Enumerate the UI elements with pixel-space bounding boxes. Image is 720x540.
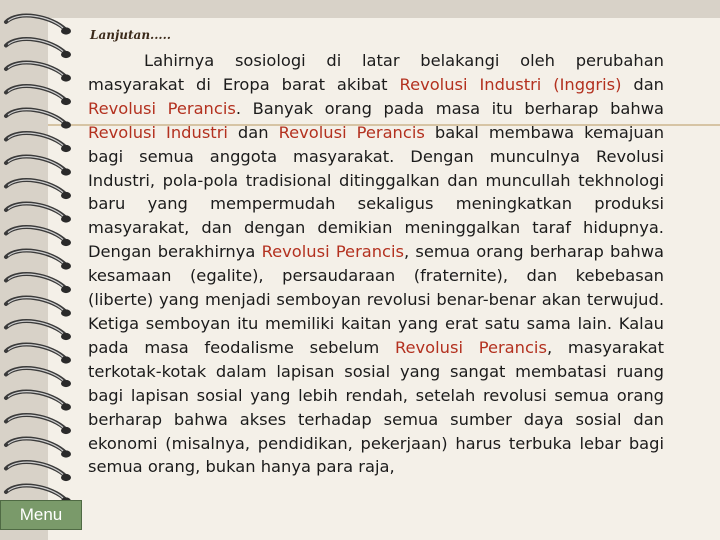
paragraph-text: dan	[227, 122, 279, 142]
binding-ring	[6, 63, 71, 82]
binding-ring	[6, 439, 71, 458]
binding-ring	[6, 415, 71, 434]
slide-heading: Lanjutan.....	[90, 28, 171, 42]
body-paragraph	[88, 49, 664, 479]
highlighted-term: Revolusi Perancis	[261, 242, 405, 262]
binding-ring	[6, 157, 71, 176]
binding-ring	[6, 204, 71, 223]
binding-ring	[6, 180, 71, 199]
binding-ring	[6, 251, 71, 270]
binding-ring	[6, 462, 71, 481]
highlighted-term: Revolusi Perancis	[88, 98, 236, 118]
binding-ring	[6, 110, 71, 129]
highlighted-term: Revolusi Perancis	[394, 337, 547, 357]
paragraph-text: Lahirnya sosiologi di latar belakangi oleh perubahan masyarakat di Eropa barat akibat	[88, 51, 664, 94]
binding-ring	[6, 133, 71, 152]
paragraph-text: , semua orang berharap bahwa kesamaan (egalite), persaudaraan (fraternite), dan kebebasan (liberte) yang menjadi semboyan revolusi benar-benar akan terwujud. Ketiga semboyan itu memiliki kaitan yang erat satu sama lain. Kalau pada masa feodalisme sebelum	[88, 242, 664, 357]
paragraph-text: bakal membawa kemajuan bagi semua anggota masyarakat. Dengan munculnya Revolusi Industri, pola-pola tradisional ditinggalkan dan muncullah tekhnologi baru yang mempermudah sekaligus meningkatkan produksi masyarakat, dan dengan demikian meninggalkan taraf hidupnya. Dengan berakhirnya	[88, 122, 665, 262]
binding-ring	[6, 86, 71, 105]
binding-ring	[6, 392, 71, 411]
spiral-binding-icon	[0, 10, 90, 540]
binding-ring	[6, 16, 71, 35]
menu-button[interactable]: Menu	[0, 500, 82, 530]
binding-ring	[6, 368, 71, 387]
binding-ring	[6, 274, 71, 293]
binding-ring	[6, 39, 71, 58]
binding-ring	[6, 227, 71, 246]
highlighted-term: Revolusi Industri (Inggris)	[399, 74, 622, 94]
binding-ring	[6, 298, 71, 317]
highlighted-term: Revolusi Industri	[88, 122, 228, 142]
paragraph-text: dan	[621, 74, 664, 94]
binding-ring	[6, 345, 71, 364]
paragraph-text: , masyarakat terkotak-kotak dalam lapisan sosial yang sangat membatasi ruang bagi lapisan sosial yang lebih rendah, setelah revolusi semua orang berharap bahwa akses terhadap semua sumber daya sosial dan ekonomi (misalnya, pendidikan, pekerjaan) harus terbuka lebar bagi semua orang, bukan hanya para raja,	[88, 337, 664, 477]
highlighted-term: Revolusi Perancis	[278, 122, 425, 142]
binding-ring	[6, 321, 71, 340]
paragraph-text: . Banyak orang pada masa itu berharap bahwa	[235, 98, 664, 118]
